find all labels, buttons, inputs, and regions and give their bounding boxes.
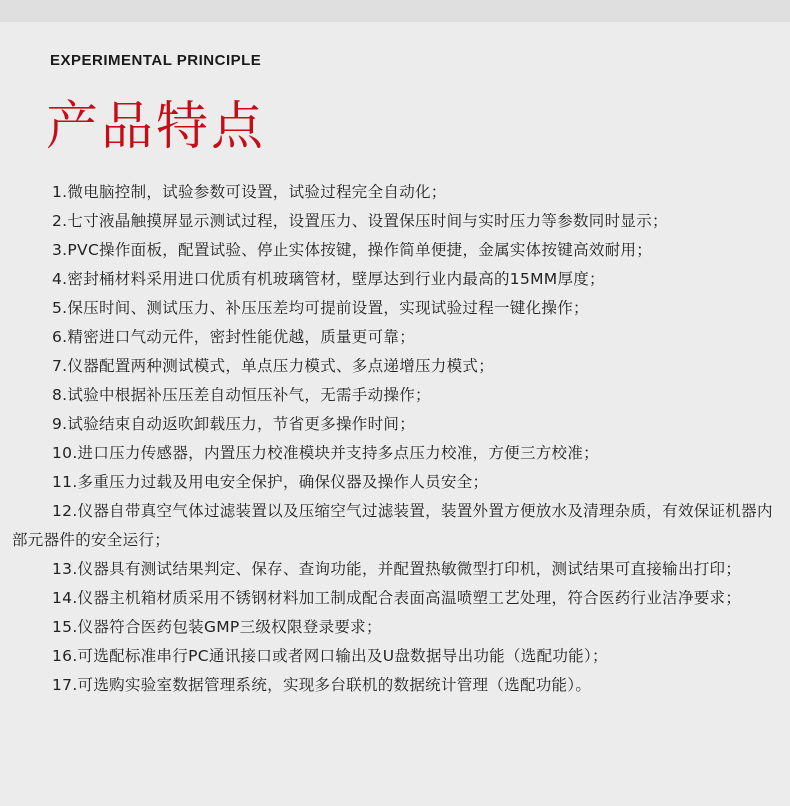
- feature-item: 16.可选配标准串行PC通讯接口或者网口输出及U盘数据导出功能（选配功能）；: [52, 647, 608, 665]
- feature-item: 11.多重压力过载及用电安全保护，确保仪器及操作人员安全；: [52, 473, 489, 491]
- page-title: 产品特点: [46, 97, 267, 157]
- feature-item: 7.仪器配置两种测试模式，单点压力模式、多点递增压力模式；: [52, 357, 494, 375]
- feature-item: 4.密封桶材料采用进口优质有机玻璃管材，壁厚达到行业内最高的15MM厚度；: [52, 270, 605, 288]
- feature-item: 1.微电脑控制，试验参数可设置，试验过程完全自动化；: [52, 183, 447, 201]
- section-kicker: EXPERIMENTAL PRINCIPLE: [50, 52, 262, 69]
- feature-item: 5.保压时间、测试压力、补压压差均可提前设置，实现试验过程一键化操作；: [52, 299, 589, 317]
- feature-item: 6.精密进口气动元件，密封性能优越，质量更可靠；: [52, 328, 415, 346]
- feature-item: 17.可选购实验室数据管理系统，实现多台联机的数据统计管理（选配功能）。: [52, 676, 592, 694]
- feature-item: 2.七寸液晶触摸屏显示测试过程，设置压力、设置保压时间与实时压力等参数同时显示；: [52, 212, 668, 230]
- feature-item: 3.PVC操作面板，配置试验、停止实体按键，操作简单便捷，金属实体按键高效耐用；: [52, 241, 653, 259]
- feature-item: 14.仪器主机箱材质采用不锈钢材料加工制成配合表面高温喷塑工艺处理，符合医药行业洁净要求；: [52, 589, 742, 607]
- feature-item: 10.进口压力传感器，内置压力校准模块并支持多点压力校准，方便三方校准；: [52, 444, 599, 462]
- feature-item: 8.试验中根据补压压差自动恒压补气，无需手动操作；: [52, 386, 431, 404]
- feature-item: 9.试验结束自动返吹卸载压力，节省更多操作时间；: [52, 415, 415, 433]
- feature-item: 15.仪器符合医药包装GMP三级权限登录要求；: [52, 618, 382, 636]
- feature-list: [12, 178, 780, 700]
- feature-item: 13.仪器具有测试结果判定、保存、查询功能，并配置热敏微型打印机，测试结果可直接输出打印；: [52, 560, 742, 578]
- top-bar: [0, 0, 790, 22]
- feature-item: 12.仪器自带真空气体过滤装置以及压缩空气过滤装置，装置外置方便放水及清理杂质，有效保证机器内部元器件的安全运行；: [12, 502, 773, 549]
